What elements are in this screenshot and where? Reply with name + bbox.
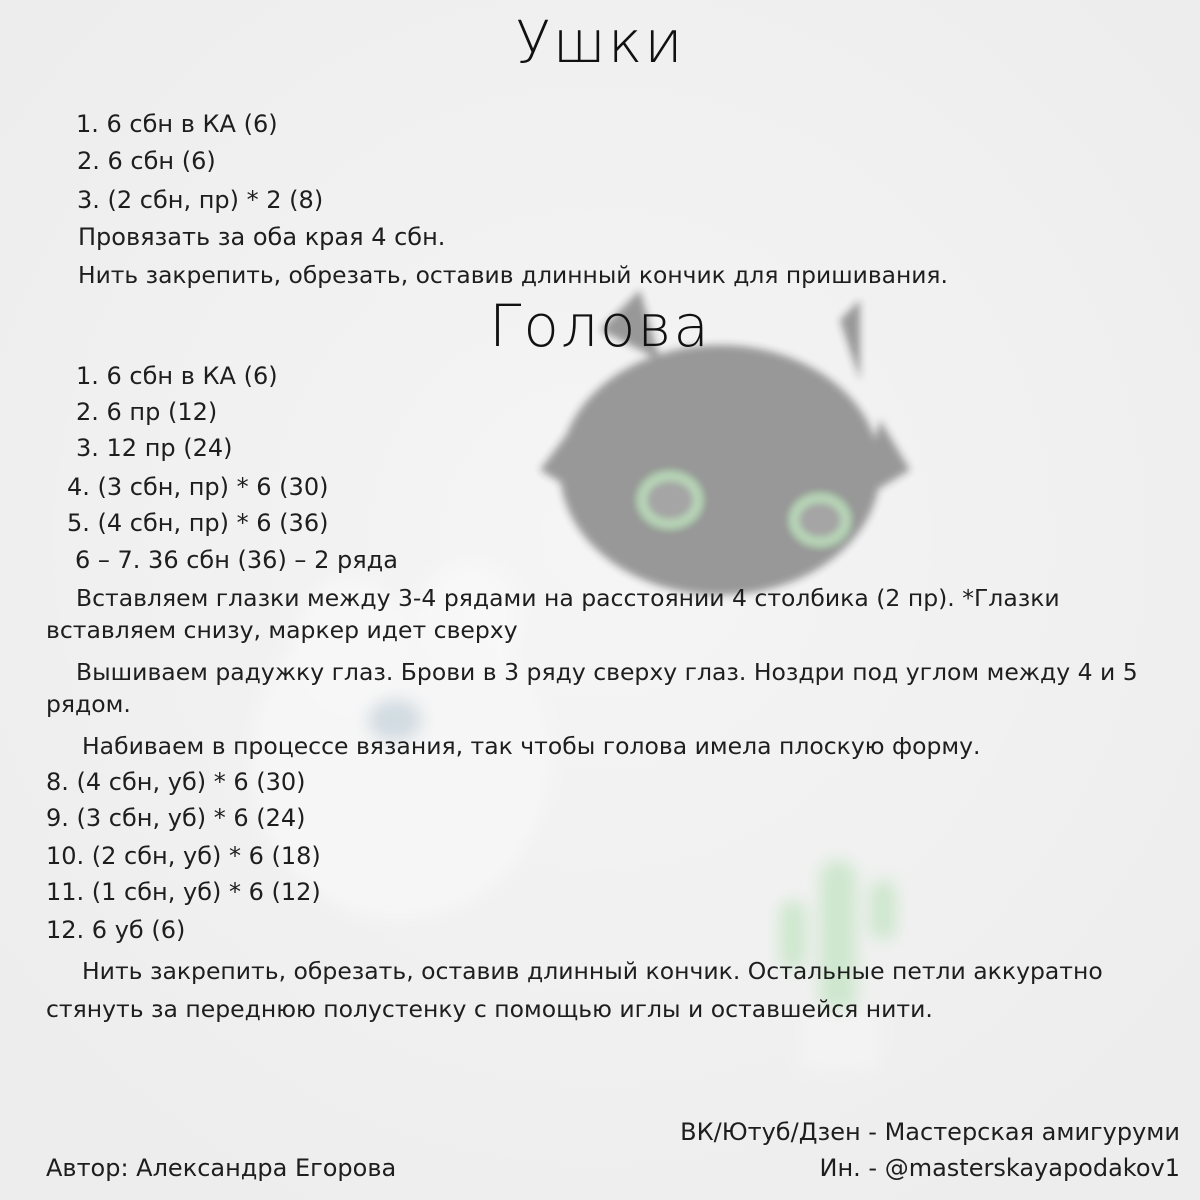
head-step-8: 8. (4 сбн, уб) * 6 (30): [46, 768, 306, 796]
head-note-finish: Нить закрепить, обрезать, оставив длинный кончик. Остальные петли аккуратно стянуть за переднюю полустенку с помощью иглы и оставшейся нити.: [46, 957, 1103, 1023]
head-step-1: 1. 6 сбн в КА (6): [76, 362, 278, 390]
head-note-embroider: Вышиваем радужку глаз. Брови в 3 ряду сверху глаз. Ноздри под углом между 4 и 5 рядом.: [46, 658, 1138, 718]
ears-step-1: 1. 6 сбн в КА (6): [76, 110, 278, 138]
head-step-6-7: 6 – 7. 36 сбн (36) – 2 ряда: [75, 546, 398, 574]
social-links-text: ВК/Ютуб/Дзен - Мастерская амигуруми: [680, 1118, 1180, 1146]
head-step-12: 12. 6 уб (6): [46, 916, 186, 944]
head-step-3: 3. 12 пр (24): [76, 434, 233, 462]
head-note-stuffing: Набиваем в процессе вязания, так чтобы голова имела плоскую форму.: [82, 732, 981, 760]
instagram-handle: Ин. - @masterskayapodakov1: [819, 1154, 1180, 1182]
section-title-ears: Ушки: [515, 8, 685, 76]
author-credit: Автор: Александра Егорова: [46, 1154, 397, 1182]
head-note-eyes: Вставляем глазки между 3-4 рядами на расстоянии 4 столбика (2 пр). *Глазки вставляем снизу, маркер идет сверху: [46, 584, 1060, 644]
ears-step-3: 3. (2 сбн, пр) * 2 (8): [77, 186, 324, 214]
section-title-head: Голова: [489, 292, 711, 360]
head-step-11: 11. (1 сбн, уб) * 6 (12): [46, 878, 321, 906]
ears-step-2: 2. 6 сбн (6): [77, 147, 216, 175]
head-step-10: 10. (2 сбн, уб) * 6 (18): [46, 842, 321, 870]
head-step-2: 2. 6 пр (12): [76, 398, 218, 426]
head-step-9: 9. (3 сбн, уб) * 6 (24): [46, 804, 306, 832]
ears-note-1: Провязать за оба края 4 сбн.: [78, 223, 446, 251]
head-step-5: 5. (4 сбн, пр) * 6 (36): [67, 509, 329, 537]
head-step-4: 4. (3 сбн, пр) * 6 (30): [67, 473, 329, 501]
ears-note-2: Нить закрепить, обрезать, оставив длинный кончик для пришивания.: [78, 261, 948, 289]
